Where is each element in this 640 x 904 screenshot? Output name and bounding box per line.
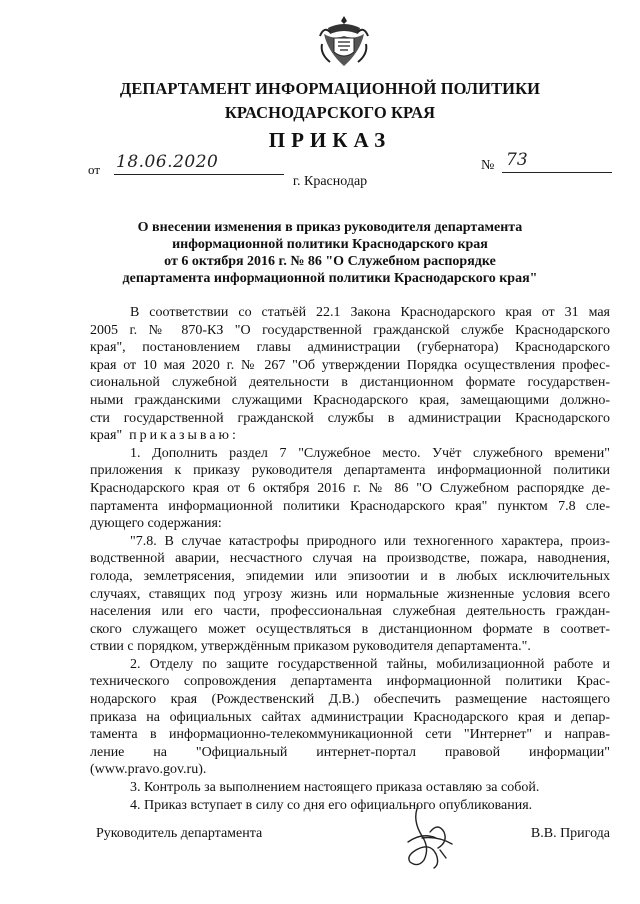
body-line: технического сопровождения департамента информационной политики Крас- (90, 674, 610, 690)
body-line: населения или его части, профессиональная служебная деятельность граждан- (90, 604, 610, 620)
document-body (90, 304, 610, 814)
body-line: водственной аварии, несчастного случая на производстве, пожара, наводнения, (90, 551, 610, 567)
body-line: 4. Приказ вступает в силу со дня его официального опубликования. (130, 797, 533, 813)
order-word: приказываю: (129, 428, 239, 444)
body-line: ление на "Официальный интернет-портал правовой информации" (90, 744, 610, 760)
body-line: случаях, ставящих под угрозу жизнь или нормальные жизненные условия всего (90, 586, 610, 602)
date-prefix: от (88, 162, 101, 177)
body-line: партамента информационной политики Краснодарского края" пунктом 7.8 сле- (90, 498, 610, 514)
body-line: 2005 г. № 870-КЗ "О государственной гражданской службе Краснодарского (90, 322, 610, 338)
body-line: "7.8. В случае катастрофы природного или техногенного характера, произ- (130, 533, 610, 549)
body-line: 3. Контроль за выполнением настоящего приказа оставляю за собой. (130, 780, 540, 796)
handwritten-signature (400, 802, 460, 872)
body-line: 1. Дополнить раздел 7 "Служебное место. Учёт служебного времени" (130, 445, 610, 461)
date-handwritten: 18.06.2020 (116, 152, 219, 172)
body-line: 2. Отделу по защите государственной тайны, мобилизационной работе и (130, 656, 610, 672)
org-name-line2: КРАСНОДАРСКОГО КРАЯ (224, 103, 436, 122)
body-line: края от 10 мая 2020 г. № 267 "Об утверждении Порядка осуществления профес- (90, 357, 610, 373)
subject-line: О внесении изменения в приказ руководителя департамента (137, 220, 523, 235)
body-line-text: края" (90, 428, 123, 444)
body-line: Краснодарского края от 6 октября 2016 г. № 86 "О Служебном распорядке де- (90, 480, 610, 496)
body-line (90, 427, 610, 445)
subject-line: департамента информационной политики Краснодарского края" (122, 271, 538, 286)
signature-block (90, 820, 610, 890)
body-line: приказа на официальных сайтах администрации Краснодарского края и депар- (90, 709, 610, 725)
city: г. Краснодар (292, 174, 368, 189)
body-line: ствии с порядком, утверждённым приказом руководителя департамента.". (90, 639, 531, 655)
body-line: сиональной служебной деятельности в дистанционном формате государствен- (90, 375, 610, 391)
number-prefix: № (481, 158, 495, 173)
body-line: ными гражданскими служащими Краснодарского края, замещающими должно- (90, 392, 610, 408)
number-handwritten: 73 (506, 150, 528, 170)
body-line: края", постановлением главы администрации (губернатора) Краснодарского (90, 340, 610, 356)
body-line: (www.pravo.gov.ru). (90, 762, 207, 778)
body-line: сти государственной гражданской службы в администрации Краснодарского (90, 410, 610, 426)
document-type-title: ПРИКАЗ (268, 128, 392, 152)
body-line: тамента в информационно-телекоммуникационной сети "Интернет" и направ- (90, 727, 610, 743)
signatory-title: Руководитель департамента (96, 826, 263, 841)
signatory-name: В.В. Пригода (530, 826, 610, 841)
body-line: нодарского края (Рождественский Д.В.) обеспечить размещение настоящего (90, 692, 610, 708)
body-line: дующего содержания: (90, 516, 222, 532)
number-underline (502, 172, 612, 173)
subject-line: от 6 октября 2016 г. № 86 "О Служебном распорядке (164, 254, 496, 269)
coat-of-arms-icon (318, 14, 370, 72)
body-line: голода, землетрясения, эпидемии или эпизоотии и в любых исключительных (90, 568, 610, 584)
body-line: приложения к приказу руководителя департамента информационной политики (90, 463, 610, 479)
org-name-line1: ДЕПАРТАМЕНТ ИНФОРМАЦИОННОЙ ПОЛИТИКИ (119, 79, 541, 98)
body-line: В соответствии со статьёй 22.1 Закона Краснодарского края от 31 мая (130, 305, 610, 320)
body-line: ского служащего может осуществляться в дистанционном формате в соответ- (90, 621, 610, 637)
subject-line: информационной политики Краснодарского края (172, 237, 488, 252)
document-subject (90, 219, 570, 287)
